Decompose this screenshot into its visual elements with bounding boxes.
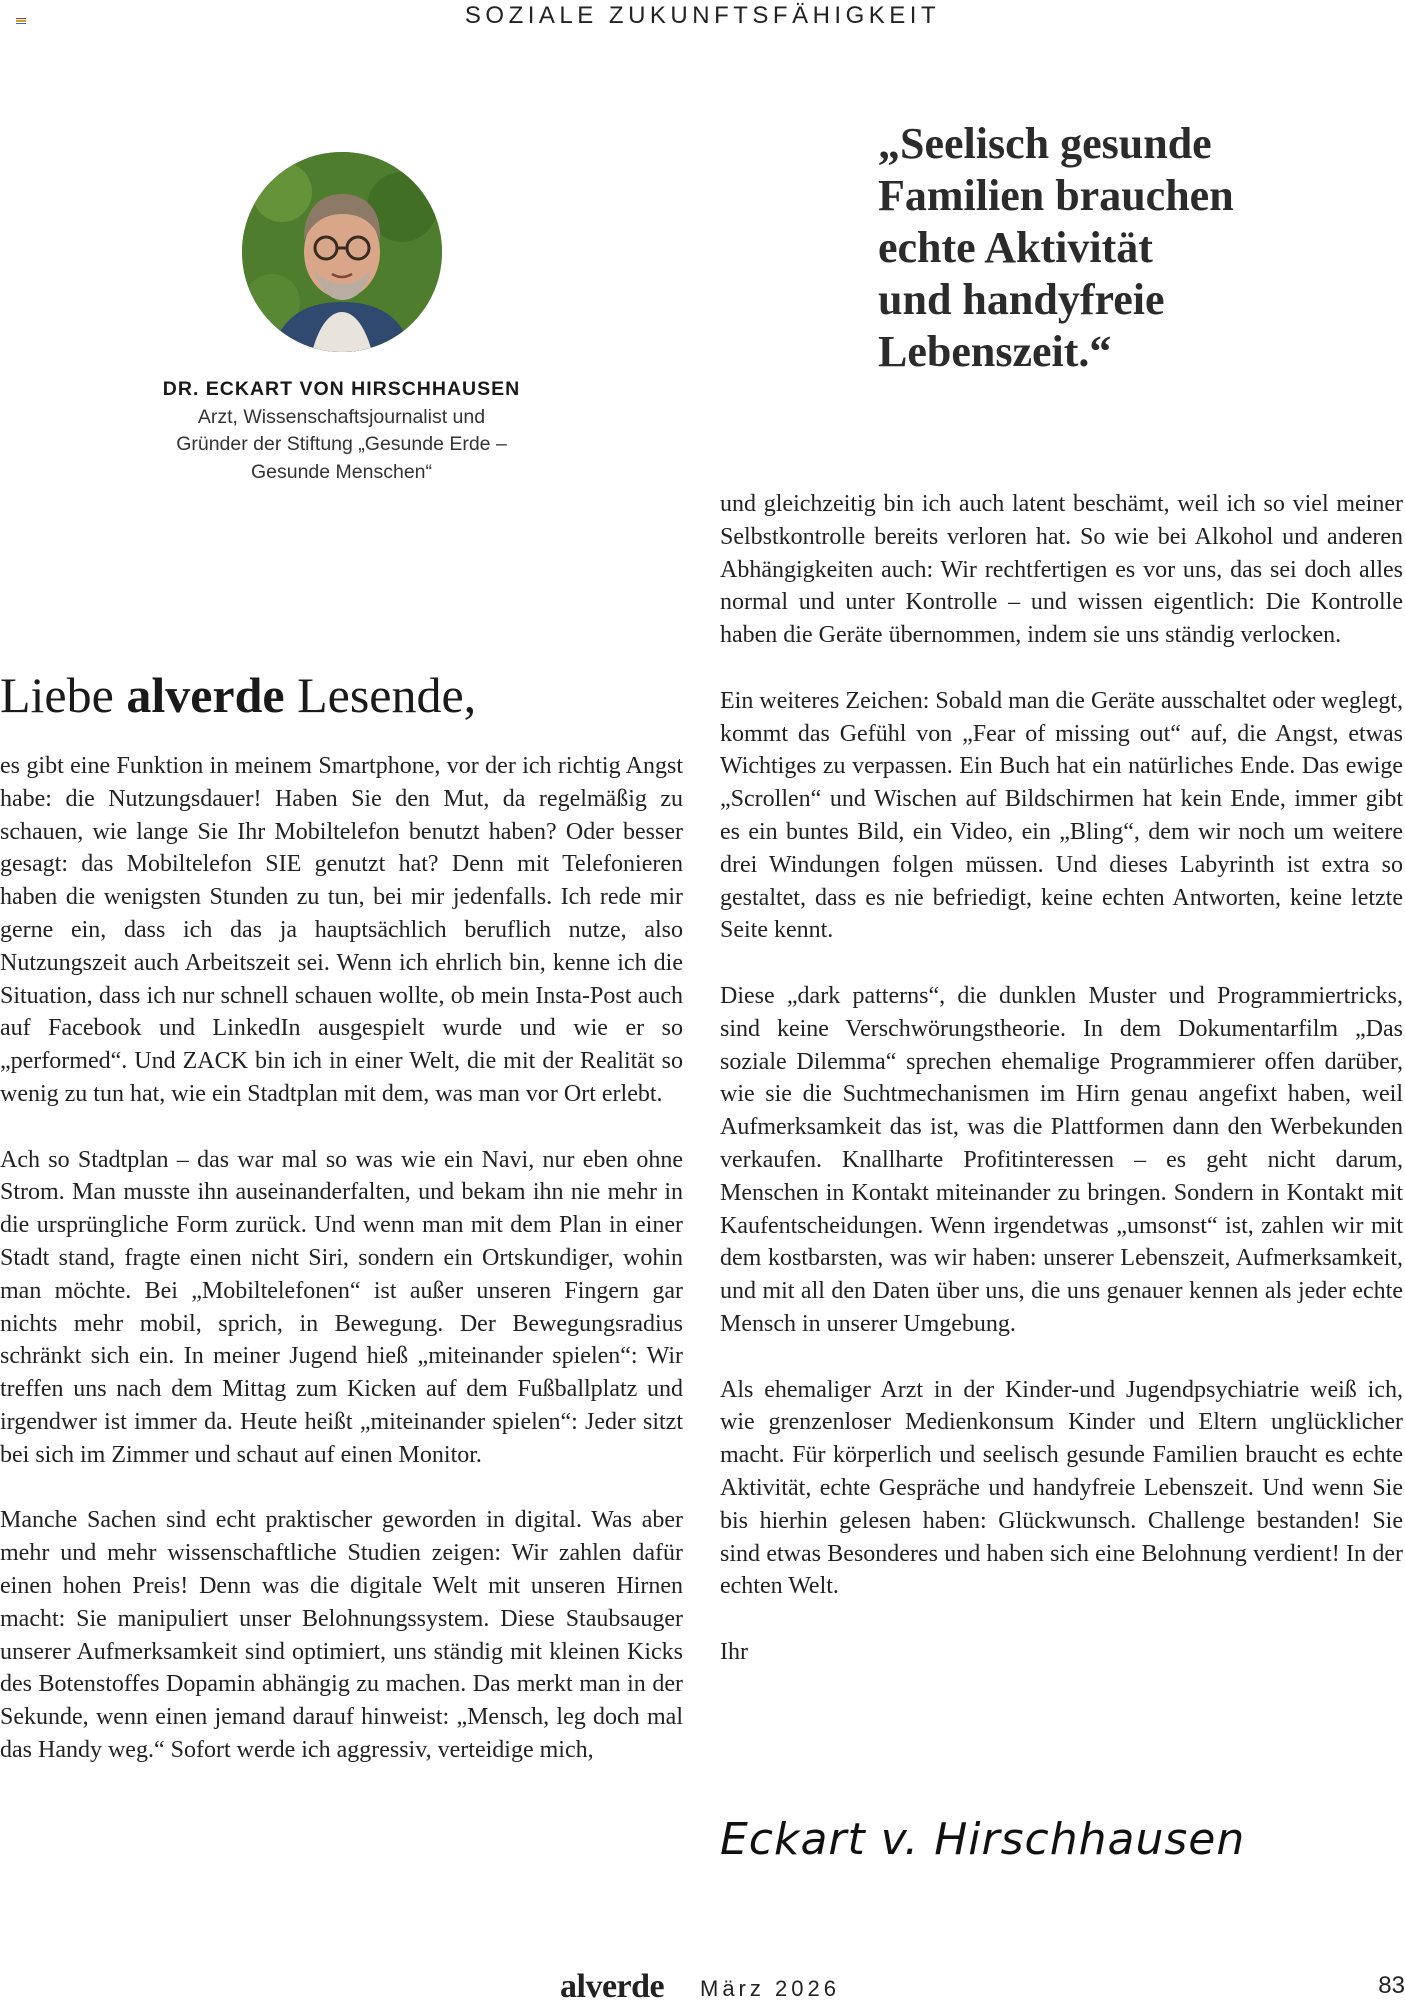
pull-quote (878, 118, 1348, 378)
body-paragraph: und gleichzeitig bin ich auch latent beschämt, weil ich so viel meiner Selbstkontrolle bereits verloren hat. So wie bei Alkohol und anderen Abhängigkeiten auch: Wir rechtfertigen es vor uns, das sei doch alles normal und unter Kontrolle – und wissen eigentlich: Die Kontrolle haben die Geräte übernommen, indem sie uns ständig verlocken. (720, 491, 1403, 649)
section-title: SOZIALE ZUKUNFTSFÄHIGKEIT (464, 2, 941, 29)
greeting-heading (0, 665, 476, 725)
body-paragraph: Diese „dark patterns“, die dunklen Muster und Programmiertricks, sind keine Verschwörungstheorie. In dem Dokumentarfilm „Das soziale Dilemma“ sprechen ehemalige Programmierer offen darüber, wie sie die Suchtmechanismen im Hirn genau angefixt haben, weil Aufmerksamkeit das ist, was die Plattformen dann den Werbekunden verkaufen. Knallharte Profitinteressen – es geht nicht darum, Menschen in Kontakt miteinander zu bringen. Sondern in Kontakt mit Kaufentscheidungen. Wenn irgendetwas „umsonst“ ist, zahlen wir mit dem kostbarsten, was wir haben: unserer Lebenszeit, Aufmerksamkeit, und mit all den Daten über uns, die uns genauer kennen als jeder echte Mensch in unserer Umgebung. (720, 982, 1403, 1337)
body-paragraph: Manche Sachen sind echt praktischer geworden in digital. Was aber mehr und mehr wissenschaftliche Studien zeigen: Wir zahlen dafür einen hohen Preis! Denn was die digitale Welt mit unseren Hirnen macht: Sie manipuliert unser Belohnungssystem. Diese Staubsauger unserer Aufmerksamkeit sind optimiert, uns ständig mit kleinen Kicks des Botenstoffes Dopamin abhängig zu machen. Das merkt man in der Sekunde, wenn einen jemand darauf hinweist: „Mensch, leg doch mal das Handy weg.“ Sofort werde ich aggressiv, verteidige mich, (0, 1507, 683, 1763)
page-number: 83 (1378, 1972, 1405, 1999)
body-paragraph: es gibt eine Funktion in meinem Smartphone, vor der ich richtig Angst habe: die Nutzungsdauer! Haben Sie den Mut, da regelmäßig zu schauen, wie lange Sie Ihr Mobiltelefon benutzt haben? Oder besser gesagt: das Mobiltelefon SIE genutzt hat? Denn mit Telefonieren haben die wenigsten Stunden zu tun, bei mir jedenfalls. Ich rede mir gerne ein, dass ich das ja hauptsächlich beruflich nutze, also Nutzungszeit auch Arbeitszeit sei. Wenn ich ehrlich bin, kenne ich die Situation, dass ich nur schnell schauen wollte, ob mein Insta-Post auch auf Facebook und LinkedIn ausgespielt wurde und wie er so „performed“. Und ZACK bin ich in einer Welt, die mit der Realität so wenig zu tun hat, wie ein Stadtplan mit dem, was man vor Ort erlebt. (0, 753, 683, 1107)
quote-line: und handyfreie (878, 275, 1165, 324)
footer-brand-logo: alverde (560, 1968, 665, 2005)
author-bio-line: Arzt, Wissenschaftsjournalist und (197, 405, 486, 428)
quote-line: Lebenszeit.“ (878, 327, 1112, 376)
body-column-left (0, 750, 683, 1767)
author-portrait (242, 152, 442, 352)
body-paragraph: Ach so Stadtplan – das war mal so was wie ein Navi, nur eben ohne Strom. Man musste ihn auseinanderfalten, und bekam ihn nie mehr in die ursprüngliche Form zurück. Und wenn man mit dem Plan in einer Stadt stand, fragte einen nicht Siri, sondern ein Ortskundiger, wohin man möchte. Bei „Mobiltelefonen“ ist außer unseren Fingern gar nichts mehr mobil, sprich, in Bewegung. Der Bewegungsradius schränkt sich ein. In meiner Jugend hieß „miteinander spielen“: Wir treffen uns nach dem Mittag zum Kicken auf dem Fußballplatz und irgendwer ist immer da. Heute heißt „miteinander spielen“: Jeder sitzt bei sich im Zimmer und schaut auf einen Monitor. (0, 1146, 683, 1468)
quote-line: „Seelisch gesunde (878, 119, 1212, 168)
signature: Eckart v. Hirschhausen (720, 1814, 1246, 1865)
author-caption (120, 376, 563, 486)
author-bio-line: Gesunde Menschen“ (250, 460, 433, 483)
greeting-suffix: Lesende, (284, 667, 477, 723)
greeting-prefix: Liebe (0, 667, 127, 723)
body-paragraph: Als ehemaliger Arzt in der Kinder-und Jugendpsychiatrie weiß ich, wie grenzenloser Medienkonsum Kinder und Eltern unglücklicher macht. Für körperlich und seelisch gesunde Familien braucht es echte Aktivität, echte Gespräche und handyfreie Lebenszeit. Und wenn Sie bis hierhin gelesen haben: Glückwunsch. Challenge bestanden! Sie sind etwas Besonderes und haben sich eine Belohnung verdient! In der echten Welt. (720, 1376, 1403, 1600)
body-column-right (720, 488, 1403, 1669)
author-name: DR. ECKART VON HIRSCHHAUSEN (162, 378, 521, 400)
portrait-illustration-icon (242, 152, 442, 352)
greeting-brand: alverde (126, 667, 285, 723)
closing-salutation: Ihr (720, 1638, 748, 1665)
footer-date: März 2026 (700, 1976, 840, 2001)
author-bio-line: Gründer der Stiftung „Gesunde Erde – (176, 433, 507, 455)
quote-line: echte Aktivität (878, 223, 1153, 272)
body-paragraph: Ein weiteres Zeichen: Sobald man die Geräte ausschaltet oder weglegt, kommt das Gefühl von „Fear of missing out“ auf, die Angst, etwas Wichtiges zu verpassen. Ein Buch hat ein natürliches Ende. Das ewige „Scrollen“ und Wischen auf Bildschirmen hat kein Ende, immer gibt es ein buntes Bild, ein Video, ein „Bling“, dem wir noch um weitere drei Windungen folgen müssen. Und dieses Labyrinth ist extra so gestaltet, dass es nie befriedigt, keine echten Antworten, keine letzte Seite kennt. (720, 687, 1403, 944)
quote-line: Familien brauchen (878, 171, 1234, 220)
